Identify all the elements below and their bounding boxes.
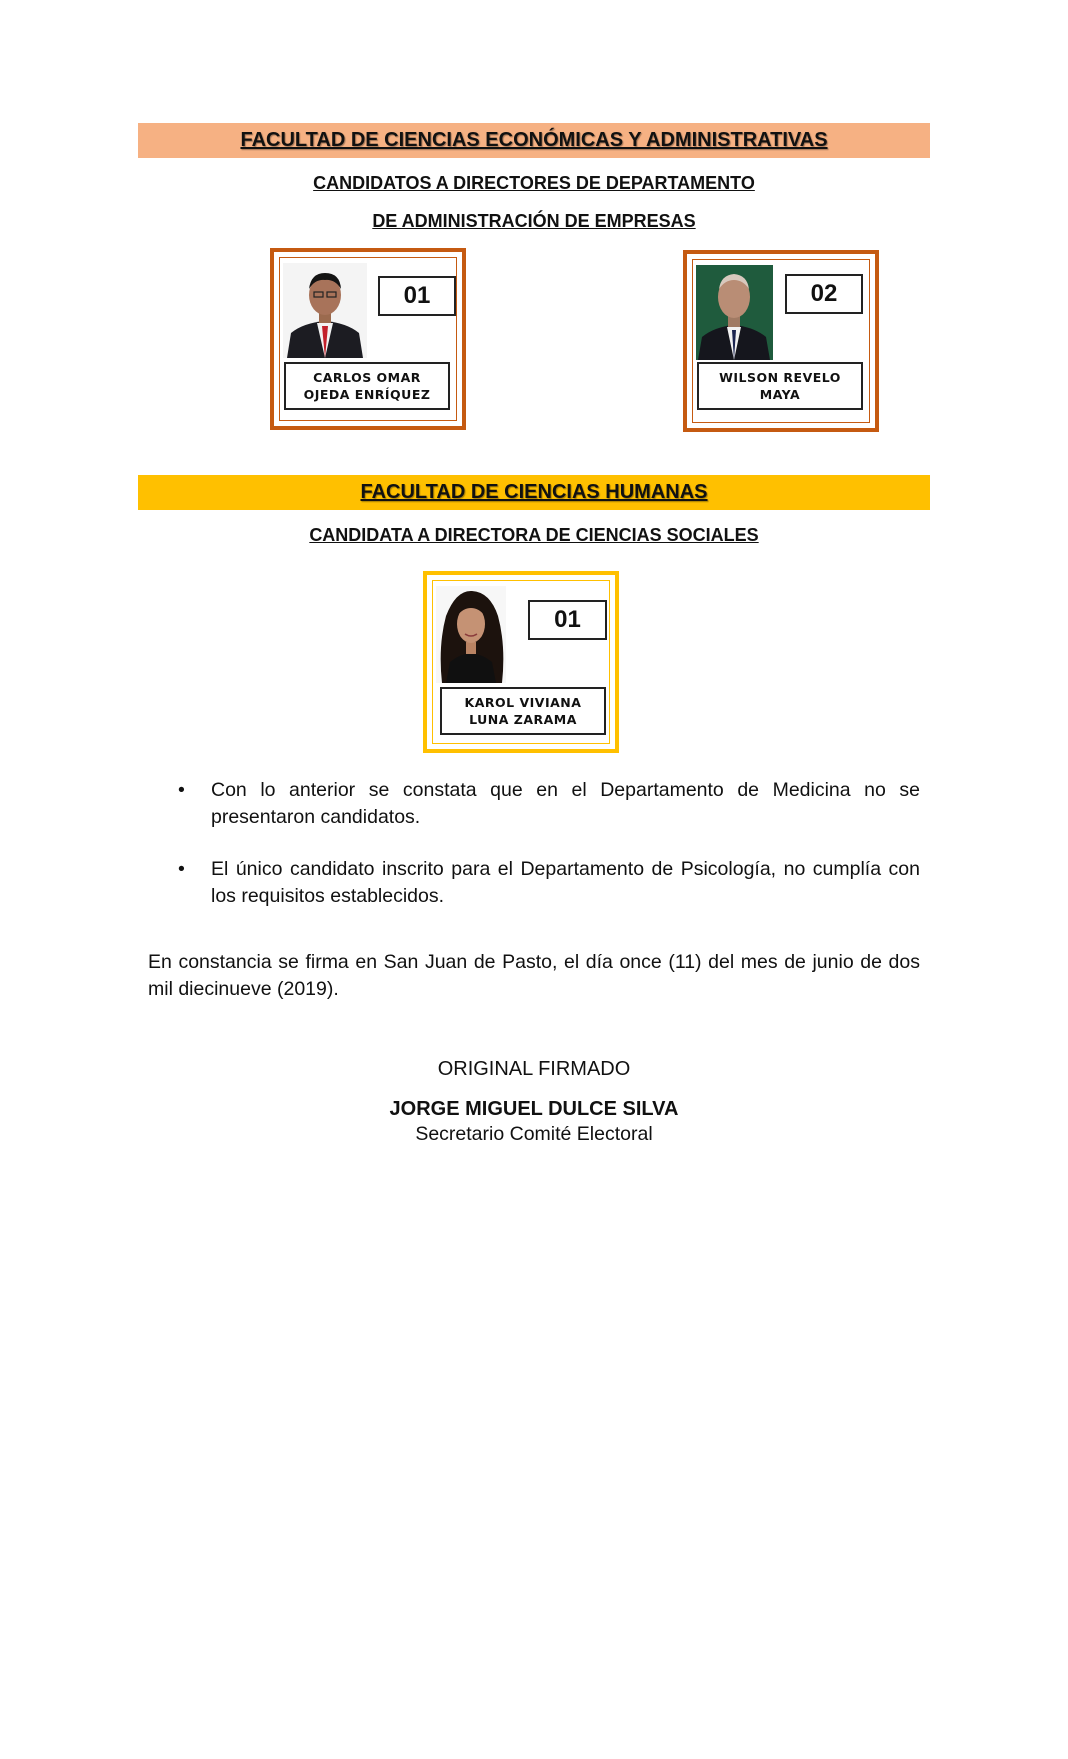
bullet-text: El único candidato inscrito para el Departamento de Psicología, no cumplía con los requisitos establecidos. xyxy=(211,858,920,907)
candidate-photo xyxy=(696,265,773,360)
bullet-text: Con lo anterior se constata que en el Departamento de Medicina no se presentaron candidatos. xyxy=(211,779,920,828)
section-subtitle-line2: DE ADMINISTRACIÓN DE EMPRESAS xyxy=(372,211,696,231)
list-item xyxy=(148,777,920,831)
bullet-symbol: • xyxy=(178,779,185,801)
closing-paragraph: En constancia se firma en San Juan de Pasto, el día once (11) del mes de junio de dos mil diecinueve (2019). xyxy=(148,951,920,1000)
candidate-photo xyxy=(436,586,506,683)
section-subtitle-line1: CANDIDATOS A DIRECTORES DE DEPARTAMENTO xyxy=(313,173,755,193)
bullet-list xyxy=(148,777,920,935)
signature-note: ORIGINAL FIRMADO xyxy=(437,1058,631,1080)
list-item xyxy=(148,856,920,910)
signer-role: Secretario Comité Electoral xyxy=(415,1123,653,1145)
faculty-banner-economicas: FACULTAD DE CIENCIAS ECONÓMICAS Y ADMINISTRATIVAS xyxy=(138,123,930,158)
section-subtitle: CANDIDATA A DIRECTORA DE CIENCIAS SOCIALES xyxy=(309,525,759,545)
candidate-card xyxy=(270,248,466,430)
candidate-number: 01 xyxy=(528,600,607,640)
candidate-name: CARLOS OMAR OJEDA ENRÍQUEZ xyxy=(284,362,450,410)
candidate-number: 01 xyxy=(378,276,456,316)
candidate-card xyxy=(683,250,879,432)
candidate-name: KAROL VIVIANA LUNA ZARAMA xyxy=(440,687,606,735)
faculty-banner-humanas: FACULTAD DE CIENCIAS HUMANAS xyxy=(138,475,930,510)
bullet-symbol: • xyxy=(178,858,185,880)
candidate-photo xyxy=(283,263,367,358)
candidate-number: 02 xyxy=(785,274,863,314)
signer-name: JORGE MIGUEL DULCE SILVA xyxy=(389,1098,679,1120)
candidate-name: WILSON REVELO MAYA xyxy=(697,362,863,410)
candidate-card xyxy=(423,571,619,753)
